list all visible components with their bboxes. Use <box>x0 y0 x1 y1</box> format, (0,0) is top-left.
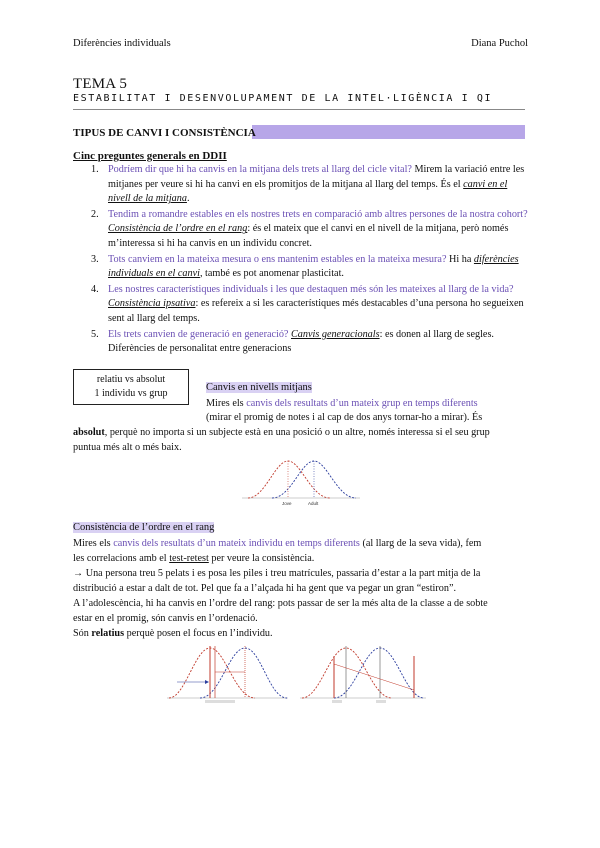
rank-line-1: Mires els canvis dels resultats d’un mateix individu en temps diferents (al llarg de la seva vida), fem <box>73 538 482 549</box>
rank-section-heading: Consistència de l’ordre en el rang <box>73 522 215 533</box>
list-item: 3. Tots canviem en la mateixa mesura o ens mantenim estables en la mateixa mesura? Hi ha diferències individuals en el canvi, també es pot anomenar plasticitat. <box>91 253 519 280</box>
curve-time-2 <box>200 648 287 698</box>
list-item: 5. Els trets canvien de generació en generació? Canvis generacionals: es donen al llarg de segles. Diferències de personalitat entre generacions <box>91 328 494 355</box>
rank-line-4: distribució a estar a dalt de tot. Pel que fa a l’alçada hi ha gent que va pegar un gran “estiron”. <box>73 583 457 594</box>
mean-change-figure <box>240 456 362 508</box>
figure-label-young: Jove <box>282 501 292 506</box>
rank-line-2: les correlacions amb el test-retest per veure la consistència. <box>73 553 315 564</box>
relative-absolute-box: relatiu vs absolut 1 individu vs grup <box>73 369 189 405</box>
mean-line-3: absolut, perquè no importa si un subjecte està en una posició o un altre, només interessa si el seu grup <box>73 427 490 438</box>
rank-change-figure-right <box>298 642 428 708</box>
questions-list <box>91 163 528 358</box>
mean-line-1: Mires els canvis dels resultats d’un mateix grup en temps diferents <box>206 398 478 409</box>
questions-heading: Cinc preguntes generals en DDII <box>73 150 227 162</box>
rank-line-7: Són relatius perquè posen el focus en l’individu. <box>73 628 273 639</box>
rank-change-figure-left <box>165 642 290 708</box>
title-divider <box>73 109 525 110</box>
curve-young <box>248 461 330 498</box>
mean-line-4: puntua més alt o més baix. <box>73 442 182 453</box>
rank-line-5: A l’adolescència, hi ha canvis en l’ordre del rang: pots passar de ser la més alta de la classe a de sobte <box>73 598 488 609</box>
page-subtitle: ESTABILITAT I DESENVOLUPAMENT DE LA INTEL·LIGÈNCIA I QI <box>73 93 493 104</box>
rank-line-3: → Una persona treu 5 pelats i es posa les piles i treu matrícules, passaria d’estar a la part mitja de la <box>73 568 481 579</box>
mean-section-heading: Canvis en nivells mitjans <box>206 382 312 393</box>
header-left: Diferències individuals <box>73 38 171 49</box>
list-item: 4. Les nostres característiques individuals i les que destaquen més són les mateixes al llarg de la vida? Consistència ipsativa: es refereix a si les característiques més destacables d’una persona ho segueixen sent al llarg del temps. <box>91 283 524 324</box>
page-title: TEMA 5 <box>73 76 128 92</box>
figure-label-adult: Adult <box>308 501 319 506</box>
list-item: 1. Podríem dir que hi ha canvis en la mitjana dels trets al llarg del cicle vital? Mirem la variació entre les mitjanes per veure si hi ha canvi en els promitjos de la mitjana al llarg del temps. És el canvi en el nivell de la mitjana. <box>91 164 525 205</box>
mean-line-2: (mirar el promig de notes i al cap de dos anys tornar-ho a mirar). És <box>206 412 483 423</box>
rank-line-6: estar en el promig, són canvis en l’ordenació. <box>73 613 258 624</box>
section-title: TIPUS DE CANVI I CONSISTÈNCIA <box>73 127 256 139</box>
section-highlight-bar <box>252 125 525 139</box>
header-right: Diana Puchol <box>471 38 528 49</box>
curve-time-1 <box>169 648 255 698</box>
list-item: 2. Tendim a romandre estables en els nostres trets en comparació amb altres persones de la nostra cohort? Consistència de l’ordre en el rang: és el mateix que el canvi en el nivell de la mitjana, però només m’interessa si hi ha canvis en un individu concret. <box>91 208 528 249</box>
